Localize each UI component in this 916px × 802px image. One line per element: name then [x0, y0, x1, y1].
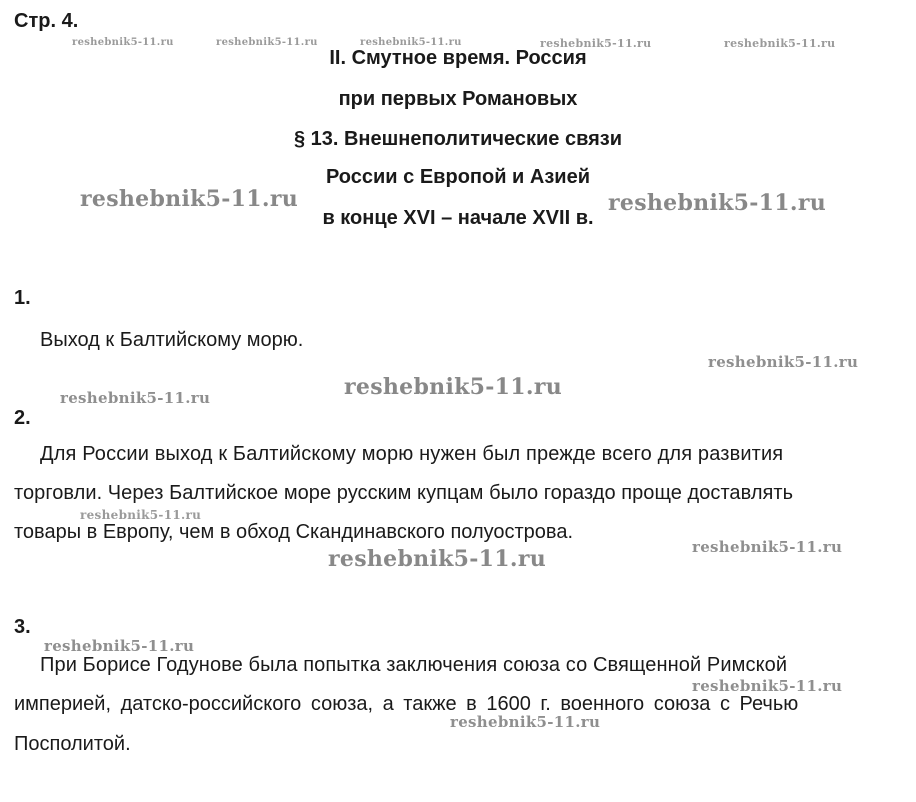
watermark: reshebnik5-11.ru [44, 637, 195, 655]
watermark: reshebnik5-11.ru [692, 677, 843, 695]
watermark: reshebnik5-11.ru [608, 190, 827, 216]
answer-2-line-2: торговли. Через Балтийское море русским купцам было гораздо проще доставлять [14, 482, 794, 504]
watermark: reshebnik5-11.ru [72, 37, 174, 48]
watermark: reshebnik5-11.ru [80, 508, 202, 522]
watermark: reshebnik5-11.ru [60, 389, 211, 407]
page-label: Стр. 4. [14, 10, 79, 32]
answer-2-line-3: товары в Европу, чем в обход Скандинавского полуострова. [14, 521, 573, 543]
paragraph-title-line-2: России с Европой и Азией [325, 166, 591, 188]
answer-3-line-3: Посполитой. [14, 733, 131, 755]
answer-2-line-1: Для России выход к Балтийскому морю нужен был прежде всего для развития [40, 443, 784, 465]
watermark: reshebnik5-11.ru [540, 37, 652, 50]
watermark: reshebnik5-11.ru [216, 37, 318, 48]
answer-number-1: 1. [14, 287, 31, 309]
watermark: reshebnik5-11.ru [328, 546, 547, 572]
paragraph-title-line-3: в конце XVI – начале XVII в. [322, 207, 594, 229]
paragraph-title-line-1: § 13. Внешнеполитические связи [293, 128, 623, 150]
watermark: reshebnik5-11.ru [80, 186, 299, 212]
watermark: reshebnik5-11.ru [344, 374, 563, 400]
answer-1-line-1: Выход к Балтийскому морю. [40, 329, 304, 351]
answer-3-line-2: империей, датско-российского союза, а также в 1600 г. военного союза с Речью [14, 693, 799, 715]
watermark: reshebnik5-11.ru [450, 713, 601, 731]
watermark: reshebnik5-11.ru [724, 37, 836, 50]
section-title-line-1: II. Смутное время. Россия [329, 47, 587, 69]
watermark: reshebnik5-11.ru [708, 353, 859, 371]
answer-number-3: 3. [14, 616, 31, 638]
answer-3-line-1: При Борисе Годунове была попытка заключения союза со Священной Римской [40, 654, 788, 676]
section-title-line-2: при первых Романовых [338, 88, 578, 110]
answer-number-2: 2. [14, 407, 31, 429]
watermark: reshebnik5-11.ru [692, 538, 843, 556]
watermark: reshebnik5-11.ru [360, 37, 462, 48]
